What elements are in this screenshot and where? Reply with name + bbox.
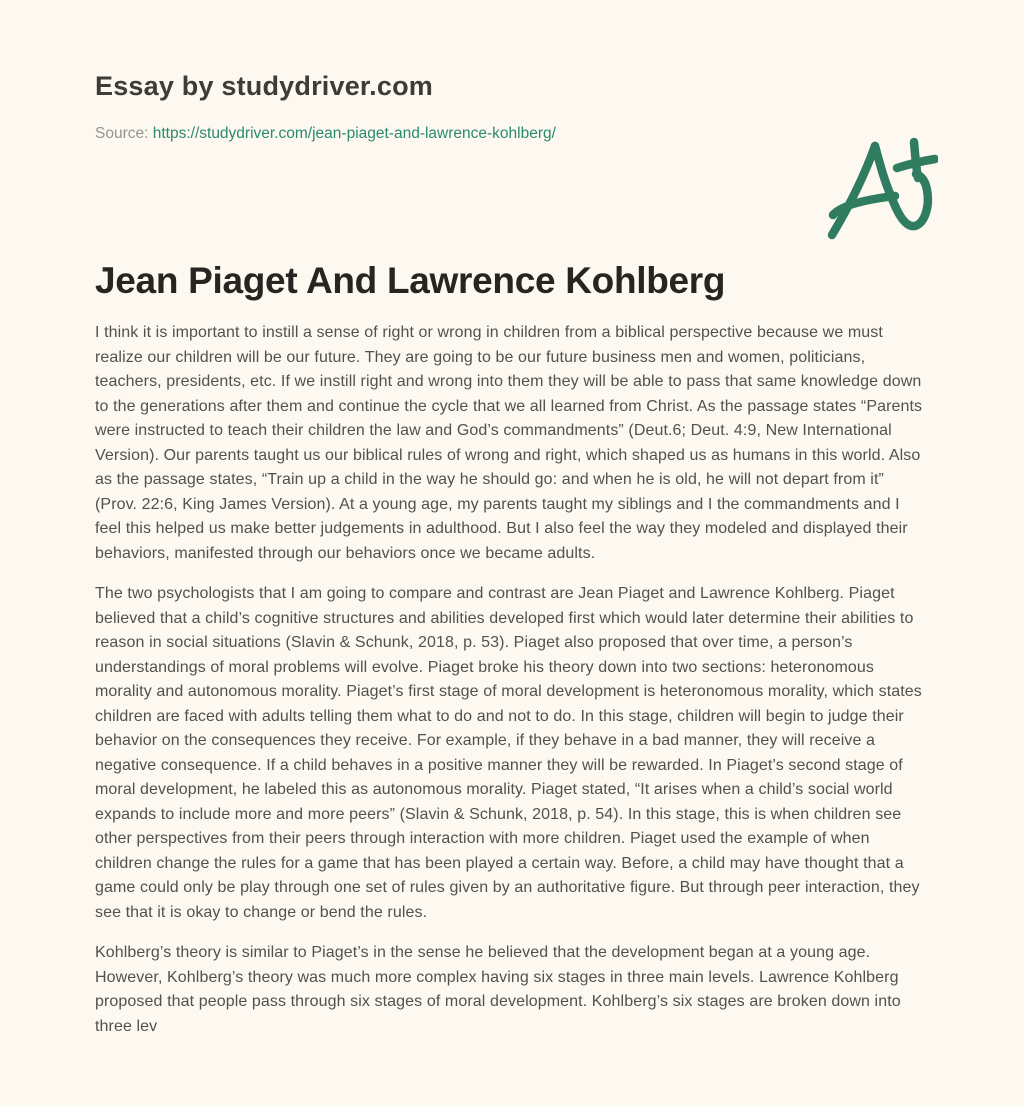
essay-paragraph: The two psychologists that I am going to compare and contrast are Jean Piaget and Lawrence Kohlberg. Piaget believed that a child’s cognitive structures and abilities developed first which would later determine their abilities to reason in social situations (Slavin & Schunk, 2018, p. 53). Piaget also proposed that over time, a person’s understandings of moral problems will evolve. Piaget broke his theory down into two sections: heteronomous morality and autonomous morality. Piaget’s first stage of moral development is heteronomous morality, which states children are faced with adults telling them what to do and not to do. In this stage, children will begin to judge their behavior on the consequences they receive. For example, if they behave in a bad manner, they will receive a negative consequence. If a child behaves in a positive manner they will be rewarded. In Piaget’s second stage of moral development, he labeled this as autonomous morality. Piaget stated, “It arises when a child’s social world expands to include more and more peers” (Slavin & Schunk, 2018, p. 54). In this stage, this is when children see other perspectives from their peers through interaction with more children. Piaget used the example of when children change the rules for a game that has been played a certain way. Before, a child may have thought that a game could only be play through one set of rules given by an authoritative figure. But through peer interaction, they see that it is okay to change or bend the rules. (95, 585, 922, 921)
source-url-link[interactable]: https://studydriver.com/jean-piaget-and-lawrence-kohlberg/ (152, 124, 556, 142)
essay-page (95, 72, 929, 1039)
source-line (95, 123, 929, 145)
essay-paragraph: Kohlberg’s theory is similar to Piaget’s in the sense he believed that the development began at a young age. However, Kohlberg’s theory was much more complex having six stages in three main levels. Lawrence Kohlberg proposed that people pass through six stages of moral development. Kohlberg’s six stages are broken down into three lev (95, 944, 901, 1035)
essay-body (95, 321, 929, 1039)
a-plus-logo-icon (818, 132, 938, 242)
essay-page-title: Jean Piaget And Lawrence Kohlberg (95, 260, 726, 302)
page-background (0, 72, 1024, 1106)
source-label: Source: (95, 124, 149, 142)
essay-by-heading: Essay by studydriver.com (95, 71, 433, 101)
essay-paragraph: I think it is important to instill a sense of right or wrong in children from a biblical perspective because we must realize our children will be our future. They are going to be our future business men and women, politicians, teachers, presidents, etc. If we instill right and wrong into them they will be able to pass that same knowledge down to the generations after them and continue the cycle that we all learned from Christ. As the passage states “Parents were instructed to teach their children the law and God’s commandments” (Deut.6; Deut. 4:9, New International Version). Our parents taught us our biblical rules of wrong and right, which shaped us as humans in this world. Also as the passage states, “Train up a child in the way he should go: and when he is old, he will not depart from it” (Prov. 22:6, King James Version). At a young age, my parents taught my siblings and I the commandments and I feel this helped us make better judgements in adulthood. But I also feel the way they modeled and displayed their behaviors, manifested through our behaviors once we became adults. (95, 324, 923, 562)
